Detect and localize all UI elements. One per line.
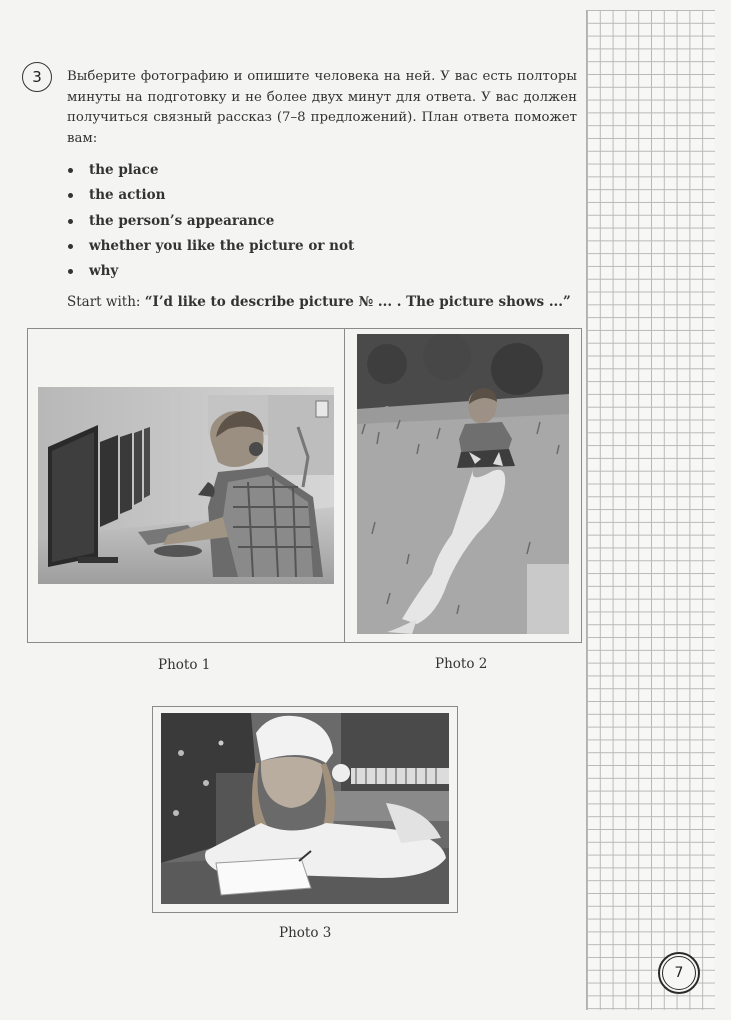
plan-item xyxy=(67,183,354,208)
photo-2-caption: Photo 2 xyxy=(435,656,488,672)
plan-item xyxy=(67,158,354,183)
bullet-icon xyxy=(68,244,73,249)
answer-plan-list xyxy=(67,158,354,284)
start-with-quote: “I’d like to describe picture № ... . The picture shows ...” xyxy=(144,294,571,310)
plan-item-label: the person’s appearance xyxy=(89,212,275,229)
plan-item-label: why xyxy=(89,263,119,280)
photo-3-image xyxy=(161,713,449,904)
start-with-label: Start with: xyxy=(67,294,145,310)
bullet-icon xyxy=(68,269,73,274)
plan-item-label: whether you like the picture or not xyxy=(89,237,355,254)
plan-item-label: the place xyxy=(89,162,159,178)
plan-item xyxy=(67,234,354,259)
boy-at-computer-photo xyxy=(38,387,334,584)
photo-2-image xyxy=(357,334,569,634)
photo-3-frame xyxy=(152,706,458,913)
girl-writing-photo xyxy=(161,713,449,904)
photo-1-frame xyxy=(27,328,345,643)
boy-with-dog-photo xyxy=(357,334,569,634)
page-number-badge xyxy=(658,952,700,994)
plan-item xyxy=(67,209,354,234)
photo-1-image xyxy=(38,387,334,584)
bullet-icon xyxy=(68,168,73,173)
bullet-icon xyxy=(68,219,73,224)
photo-3-caption: Photo 3 xyxy=(279,925,332,941)
bullet-icon xyxy=(68,193,73,198)
start-with-line xyxy=(67,294,571,310)
grid-margin xyxy=(586,10,715,1010)
task-instruction: Выберите фотографию и опишите человека на ней. У вас есть полторы минуты на подготовку и не более двух минут для ответа. У вас должен получиться связный рассказ (7–8 предложений). План ответа поможет вам: xyxy=(67,69,577,146)
photo-2-frame xyxy=(344,328,582,643)
task-number: 3 xyxy=(32,68,42,86)
task-number-badge xyxy=(22,62,52,92)
photo-1-caption: Photo 1 xyxy=(158,657,211,673)
plan-item-label: the action xyxy=(89,187,166,204)
plan-item xyxy=(67,259,354,284)
page-number: 7 xyxy=(674,965,684,981)
